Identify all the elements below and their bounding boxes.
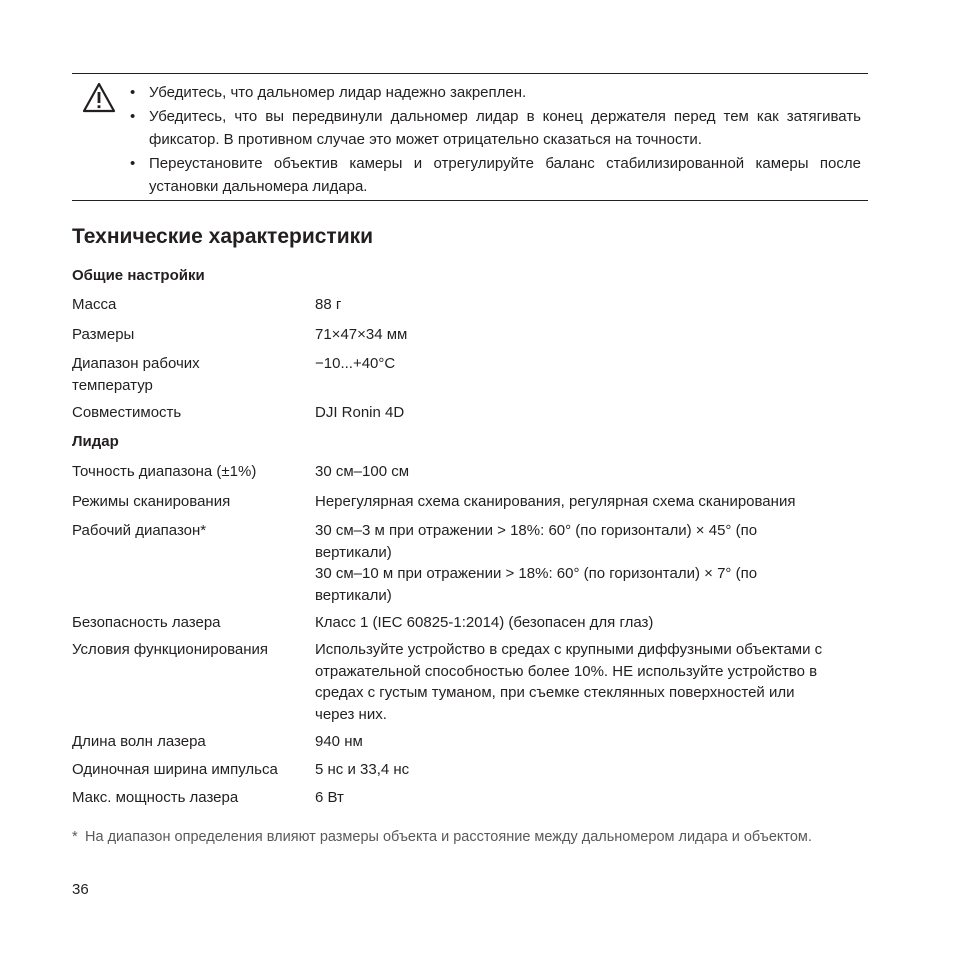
warning-list (130, 81, 861, 199)
group-heading-lidar: Лидар (72, 433, 119, 450)
spec-value: 940 нм (315, 733, 363, 750)
spec-label: Макс. мощность лазера (72, 789, 239, 806)
spec-label: Условия функционирования (72, 641, 269, 658)
footnote (72, 826, 868, 849)
spec-label: Длина волн лазера (72, 733, 206, 750)
spec-label: Совместимость (72, 404, 182, 421)
spec-label: Масса (72, 296, 117, 313)
spec-value: Используйте устройство в средах с крупными диффузными объектами с отражательной способностью более 10%. НЕ используйте устройство в средах с густым туманом, при съемке стеклянных поверхностей или через них. (315, 641, 823, 723)
spec-value: Нерегулярная схема сканирования, регулярная схема сканирования (315, 493, 796, 510)
footnote-mark: * (72, 829, 78, 845)
warning-item: • Убедитесь, что вы передвинули дальномер лидар в конец держателя перед тем как затягивать фиксатор. В противном случае это может отрицательно сказаться на точности. (130, 105, 861, 152)
spec-label: Точность диапазона (±1%) (72, 463, 257, 480)
spec-label: Диапазон рабочих температур (72, 355, 200, 394)
spec-label: Безопасность лазера (72, 614, 221, 631)
spec-label: Размеры (72, 326, 135, 343)
spec-label: Режимы сканирования (72, 493, 231, 510)
warning-box (72, 73, 868, 201)
spec-value: −10...+40°C (315, 355, 396, 372)
spec-label: Одиночная ширина импульса (72, 761, 278, 778)
spec-value: DJI Ronin 4D (315, 404, 405, 421)
spec-value: 5 нс и 33,4 нс (315, 761, 410, 778)
page-number: 36 (72, 881, 89, 898)
spec-value: Класс 1 (IEC 60825-1:2014) (безопасен для глаз) (315, 614, 654, 631)
warning-item: • Переустановите объектив камеры и отрегулируйте баланс стабилизированной камеры после установки дальномера лидара. (130, 152, 861, 199)
footnote-text: На диапазон определения влияют размеры объекта и расстояние между дальномером лидара и объектом. (85, 829, 812, 845)
spec-value (315, 520, 835, 606)
spec-value: 30 см–100 см (315, 463, 410, 480)
warning-triangle-icon (82, 82, 116, 114)
spec-value: 6 Вт (315, 789, 344, 806)
spec-value: 88 г (315, 296, 342, 313)
spec-label: Рабочий диапазон* (72, 522, 207, 539)
spec-value-line: 30 см–3 м при отражении > 18%: 60° (по горизонтали) × 45° (по вертикали) (315, 522, 758, 561)
spec-value-line: 30 см–10 м при отражении > 18%: 60° (по горизонтали) × 7° (по вертикали) (315, 565, 758, 604)
warning-item: • Убедитесь, что дальномер лидар надежно закреплен. (130, 81, 861, 105)
section-title: Технические характеристики (72, 225, 374, 248)
spec-value: 71×47×34 мм (315, 326, 408, 343)
group-heading-general: Общие настройки (72, 267, 205, 284)
